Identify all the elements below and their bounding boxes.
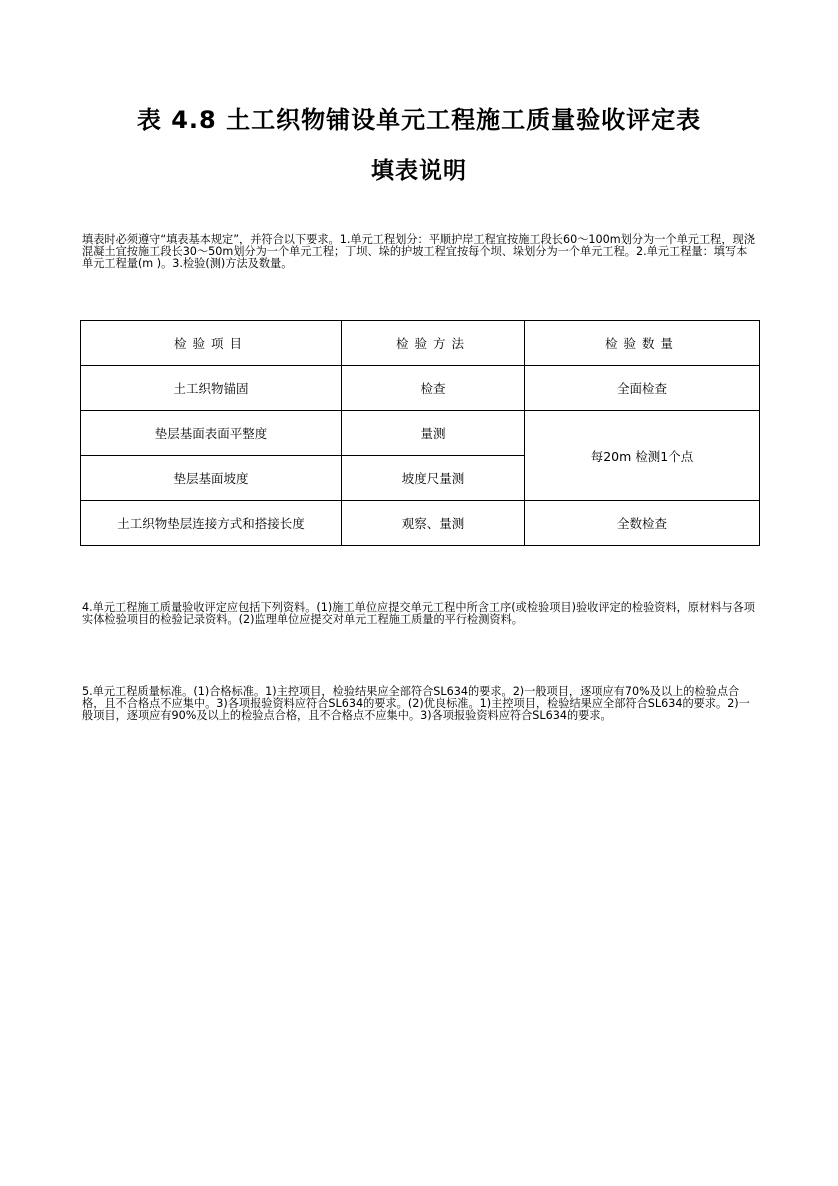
header-quantity: 检验数量 — [525, 321, 760, 366]
table-row — [81, 366, 760, 411]
row-method: 观察、量测 — [342, 501, 525, 546]
standards-paragraph: 5.单元工程质量标准。(1)合格标准。1)主控项目，检验结果应全部符合SL634的要求。2)一般项目，逐项应有70%及以上的检验点合格，且不合格点不应集中。3)各项报验资料应符合SL634的要求。(2)优良标准。1)主控项目，检验结果应全部符合SL634的要求。2)一般项目，逐项应有90%及以上的检验点合格，且不合格点不应集中。3)各项报验资料应符合SL634的要求。 — [82, 685, 750, 722]
row-item: 土工织物锚固 — [81, 366, 342, 411]
header-item: 检验项目 — [81, 321, 342, 366]
page-subtitle: 填表说明 — [371, 158, 467, 184]
inspection-table — [80, 320, 760, 546]
row-method: 坡度尺量测 — [342, 456, 525, 501]
row-item: 垫层基面表面平整度 — [81, 411, 342, 456]
intro-paragraph: 填表时必须遵守“填表基本规定”，并符合以下要求。1.单元工程划分：平顺护岸工程宜按施工段长60～100m划分为一个单元工程，现浇混凝土宜按施工段长30～50m划分为一个单元工程；丁坝、垛的护坡工程宜按每个坝、垛划分为一个单元工程。2.单元工程量：填写本单元工程量(m )。3.检验(测)方法及数量。 — [82, 233, 755, 270]
row-quantity-merged: 每20m 检测1个点 — [525, 411, 760, 501]
row-method: 量测 — [342, 411, 525, 456]
row-quantity: 全面检查 — [525, 366, 760, 411]
row-quantity: 全数检查 — [525, 501, 760, 546]
row-item: 土工织物垫层连接方式和搭接长度 — [81, 501, 342, 546]
row-method: 检查 — [342, 366, 525, 411]
page-title: 表 4.8 土工织物铺设单元工程施工质量验收评定表 — [136, 106, 702, 134]
row-item: 垫层基面坡度 — [81, 456, 342, 501]
materials-paragraph: 4.单元工程施工质量验收评定应包括下列资料。(1)施工单位应提交单元工程中所含工序(或检验项目)验收评定的检验资料，原材料与各项实体检验项目的检验记录资料。(2)监理单位应提交对单元工程施工质量的平行检测资料。 — [82, 601, 755, 626]
header-method: 检验方法 — [342, 321, 525, 366]
table-header-row — [81, 321, 760, 366]
table-row — [81, 501, 760, 546]
table-row — [81, 411, 760, 456]
